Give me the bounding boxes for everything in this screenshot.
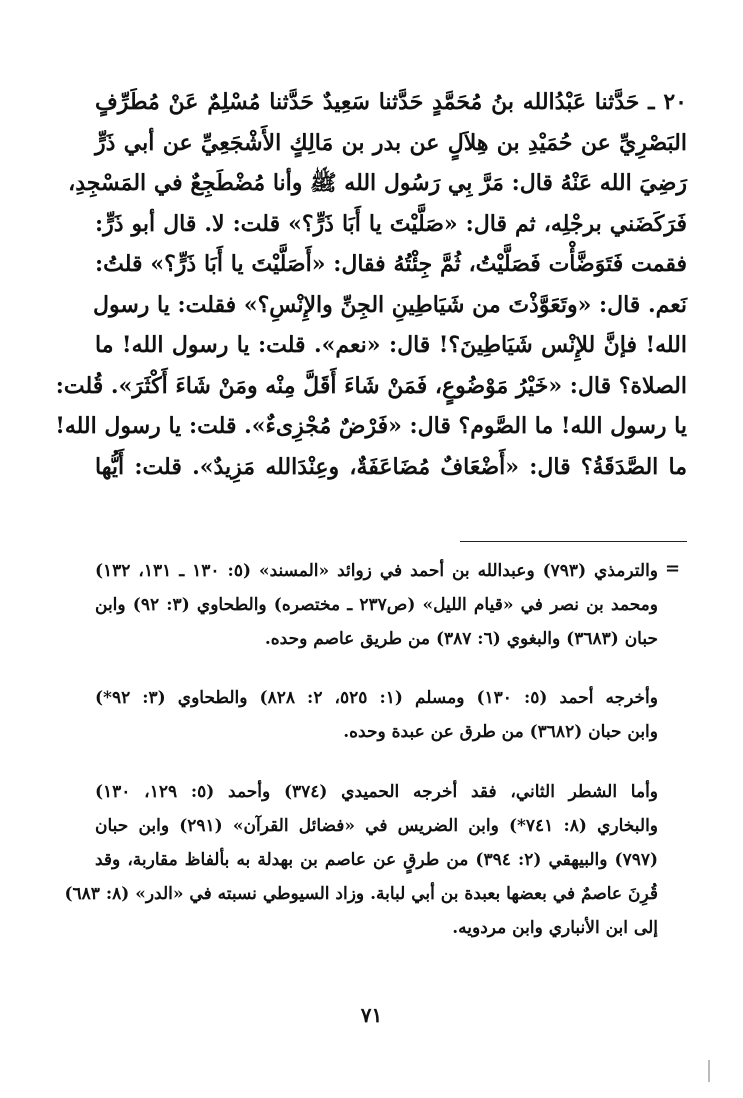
footnote-line: وابن حبان (٣٦٨٢) من طرق عن عبدة وحده. — [343, 722, 658, 742]
text-line: رَضِيَ الله عَنْهُ قال: مَرَّ بِي رَسُول الله ﷺ وأنا مُضْطَجِعٌ في المَسْجِدِ، — [68, 170, 687, 196]
text-line: ما الصَّدَقَةُ؟ قال: «أَضْعَافٌ مُضَاعَفَةٌ، وعِنْدَالله مَزِيدٌ». قلت: أَيُّها — [95, 453, 687, 480]
footnote-paragraph-2 — [95, 681, 658, 749]
footnote-line: وأما الشطر الثاني، فقد أخرجه الحميدي (٣٧٤) وأحمد (٥: ١٢٩، ١٣٠) — [95, 782, 659, 802]
text-line: البَصْرِيِّ عن حُمَيْدِ بن هِلاَلٍ عن بدر بن مَالِكٍ الأَشْجَعِيِّ عن أبي ذَرٍّ — [95, 129, 687, 156]
footnote-line: ومحمد بن نصر في «قيام الليل» (ص٢٣٧ ـ مختصره) والطحاوي (٣: ٩٢) وابن — [95, 595, 658, 615]
text-line: فقمت فَتَوَضَّأْت فَصَلَّيْتُ، ثُمَّ جِئْتُهُ فقال: «أَصَلَّيْتَ يا أَبَا ذَرٍّ؟» قلتُ: — [95, 251, 687, 277]
footnote-paragraph-1 — [95, 554, 658, 656]
scan-edge-mark — [708, 1060, 710, 1082]
footnote-paragraph-3 — [64, 775, 659, 945]
page-number: ٧١ — [360, 1003, 383, 1027]
text-line: الله! فإنَّ للإِنْس شَيَاطِينَ؟! قال: «نعم». قلت: يا رسول الله! ما — [95, 332, 687, 358]
footnote-line: والترمذي (٧٩٣) وعبدالله بن أحمد في زوائد «المسند» (٥: ١٣٠ ـ ١٣١، ١٣٢) — [95, 561, 659, 581]
footnote-line: وأخرجه أحمد (٥: ١٣٠) ومسلم (١: ٥٢٥، ٢: ٨٢٨) والطحاوي (٣: ٩٢*) — [95, 688, 658, 708]
footnote-separator — [460, 541, 687, 542]
hadith-text — [55, 82, 687, 487]
text-line: فَرَكَضَني برجْلِه، ثم قال: «صَلَّيْتَ يا أَبَا ذَرٍّ؟» قلت: لا. قال أبو ذَرٍّ: — [95, 210, 687, 237]
footnote-line: قُرِنَ عاصمٌ في بعضها بعبدة بن أبي لبابة. وزاد السيوطي نسبته في «الدر» (٨: ٦٨٣) — [64, 884, 658, 904]
footnote-line: والبخاري (٨: ٧٤١*) وابن الضريس في «فضائل القرآن» (٢٩١) وابن حبان — [95, 816, 658, 836]
footnote-line: حبان (٣٦٨٣) والبغوي (٦: ٣٨٧) من طريق عاصم وحده. — [264, 629, 658, 649]
text-line: ٢٠ ـ حَدَّثنا عَبْدُالله بنُ مُحَمَّدٍ حَدَّثنا سَعِيدٌ حَدَّثنا مُسْلِمٌ عَنْ مُطَرِّفٍ — [95, 89, 687, 115]
text-line: يا رسول الله! ما الصَّوم؟ قال: «فَرْضٌ مُجْزِىءٌ». قلت: يا رسول الله! — [55, 413, 687, 439]
footnote-line: إلى ابن الأنباري وابن مردويه. — [452, 918, 658, 938]
text-line: الصلاة؟ قال: «خَيْرُ مَوْضُوعٍ، فَمَنْ شَاءَ أَقَلَّ مِنْه ومَنْ شَاءَ أَكْثَرَ». قُلت: — [55, 372, 687, 399]
footnote-line: (٧٩٧) والبيهقي (٢: ٣٩٤) من طرقٍ عن عاصم بن بهدلة به بألفاظ مقاربة، وقد — [95, 850, 659, 870]
footnote-continuation-mark: = — [665, 558, 681, 579]
text-line: نَعم. قال: «وتَعَوَّذْتَ من شَيَاطِينِ الجِنِّ والإِنْسِ؟» فقلت: يا رسول — [92, 291, 687, 318]
